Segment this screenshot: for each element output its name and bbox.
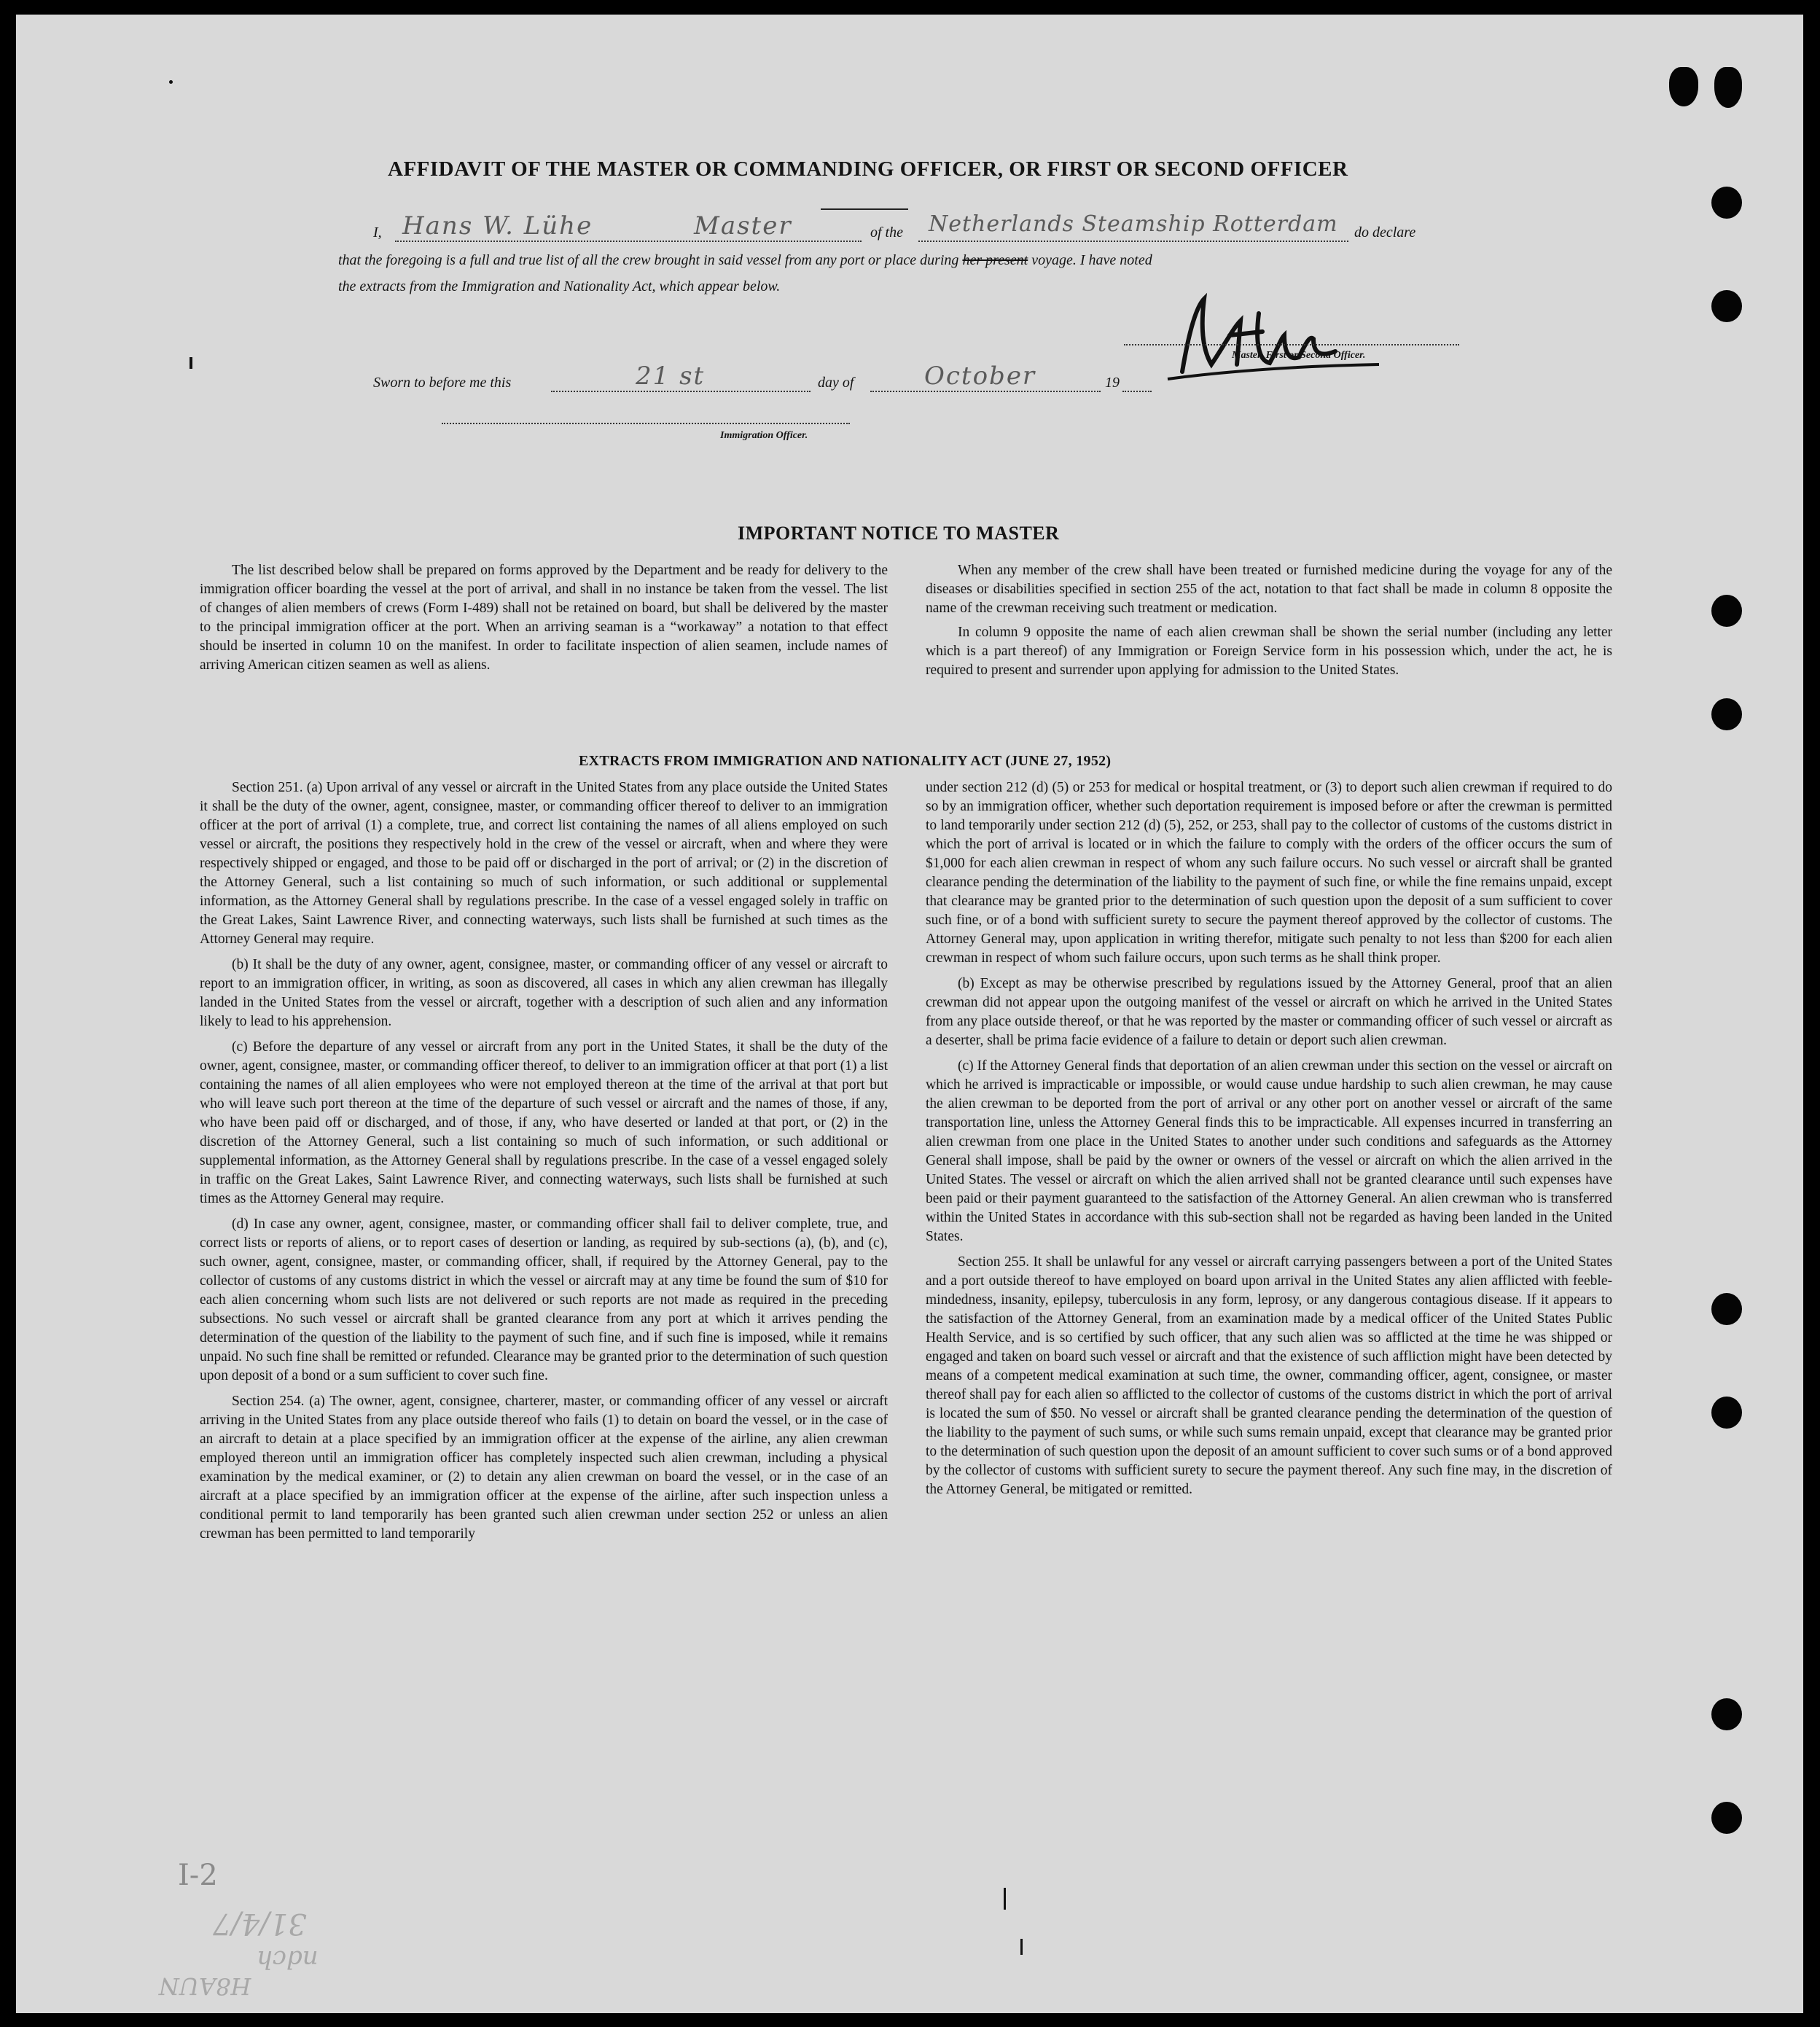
scan-speck: [190, 357, 192, 369]
officer-signature-line: [442, 423, 850, 424]
binder-hole-icon: [1711, 595, 1742, 627]
year-field-line: [1122, 391, 1152, 392]
handwritten-day: 21 st: [636, 362, 706, 391]
handwritten-name: Hans W. Lühe: [402, 211, 593, 241]
master-signature: [1160, 284, 1379, 386]
declaration-line-2-text: that the foregoing is a full and true list of all the crew brought in said vessel from any port or place during: [338, 252, 959, 268]
margin-note: 31/4/7: [213, 1907, 307, 1940]
extracts-right-column: [926, 778, 1612, 1499]
binder-hole-icon: [1711, 290, 1742, 322]
scan-speck: [1004, 1888, 1006, 1910]
title-divider: [821, 208, 908, 210]
declaration-line-2: [338, 252, 1152, 269]
extract-left-paragraph: (b) It shall be the duty of any owner, agent, consignee, master, or commanding officer of any vessel or aircraft to report to an immigration officer, in writing, as soon as discovered, all cases in which any alien crewman has illegally landed in the United States from the vessel or aircraft, together with a description of such alien and any information likely to lead to his apprehension.: [200, 957, 888, 1029]
handwritten-month: October: [924, 362, 1036, 391]
month-field-line: [870, 391, 1101, 392]
declaration-line-2-struck: her present: [962, 252, 1028, 268]
extracts-left-column: [200, 778, 888, 1544]
binder-hole-icon: [1711, 1397, 1742, 1429]
signature-caption: Master, First or Second Officer.: [1232, 350, 1366, 361]
notice-right-column: [926, 561, 1612, 680]
extract-right-paragraph: (b) Except as may be otherwise prescribed by regulations issued by the Attorney General, proof that an alien crewman did not appear upon the outgoing manifest of the vessel or aircraft on which he arrived in the United States from any place outside thereof, or that he was reported by the master or commanding officer of such vessel or aircraft as a deserter, shall be prima facie evidence of a failure to detain or deport such alien crewman.: [926, 976, 1612, 1048]
officer-caption: Immigration Officer.: [720, 430, 808, 441]
extract-right-paragraph: (c) If the Attorney General finds that deportation of an alien crewman under this section on the vessel or aircraft on which he arrived is impracticable or impossible, or would cause undue hardship to such alien crewman, he may cause the alien crewman to be deported from the port of arrival or any other port on another vessel or aircraft of the same transportation line, unless the Attorney General finds this to be impracticable. All expenses incurred in transferring an alien crewman from one place in the United States to another under such conditions and safeguards as the Attorney General shall impose, shall be paid by the owner or owners of the vessel or aircraft on which the alien arrived in the United States. The vessel or aircraft on which the alien arrived shall not be granted clearance until such expenses have been paid or their payment guaranteed to the satisfaction of the Attorney General. An alien crewman who is transferred within the United States in accordance with this sub-section shall not be regarded as having been landed in the United States.: [926, 1058, 1612, 1244]
handwritten-rank: Master: [694, 211, 792, 241]
handwritten-vessel: Netherlands Steamship Rotterdam: [929, 211, 1338, 237]
extract-left-paragraph: Section 254. (a) The owner, agent, consignee, charterer, master, or commanding officer of any vessel or aircraft arriving in the United States from any place outside thereof who fails (1) to detain on board the vessel, or in the case of an aircraft to detain at a place specified by an immigration officer at the expense of the airline, any alien crewman employed thereon until an immigration officer has completely inspected such alien crewman, including a physical examination by the medical examiner, or (2) to detain any alien crewman on board the vessel, or in the case of an aircraft at a place specified by an immigration officer at the expense of the airline, after such inspection unless a conditional permit to land temporarily has been granted such alien crewman under section 252 or unless an alien crewman has been permitted to land temporarily: [200, 1394, 888, 1542]
binder-hole-icon: [1714, 67, 1742, 108]
notice-right-paragraph: In column 9 opposite the name of each alien crewman shall be shown the serial number (including any letter which is a part thereof) of any Immigration or Foreign Service form in his possession which, under the act, he is required to present and surrender upon applying for admission to the United States.: [926, 625, 1612, 678]
extract-left-paragraph: (c) Before the departure of any vessel or aircraft from any port in the United States, it shall be the duty of the owner, agent, consignee, master, or commanding officer thereof, to deliver to an immigration officer at that port (1) a list containing the names of all alien employees who were not employed thereon at the time of the arrival at that port but who will leave such port thereon at the time of the departure of such vessel or aircraft and the names of those, if any, who have been paid off or discharged, and of those, if any, who have deserted or landed at that port, or (2) in the discretion of the Attorney General, such a list containing so much of such information, or such additional or supplemental information, as the Attorney General shall by regulations prescribe. In the case of a vessel engaged solely in traffic on the Great Lakes, Saint Lawrence River, and connecting waterways, such lists shall be furnished at such times as the Attorney General may require.: [200, 1039, 888, 1206]
extract-left-paragraph: (d) In case any owner, agent, consignee, master, or commanding officer shall fail to deliver complete, true, and correct lists or reports of aliens, or to report cases of desertion or landing, as required by sub-sections (a), (b), and (c), such owner, agent, consignee, master, or commanding officer, shall, if required by the Attorney General, pay to the collector of customs of any customs district in which the vessel or aircraft may at any time be found the sum of $10 for each alien concerning whom such lists are not delivered or such reports are not made as required in the preceding subsections. No such vessel or aircraft shall be granted clearance from any port at which it arrives pending the determination of the question of the liability to the payment of such fine, and if such fine is imposed, while it remains unpaid. No such fine shall be remitted or refunded. Clearance may be granted prior to the determination of such question upon deposit of a bond or a sum sufficient to cover such fine.: [200, 1216, 888, 1383]
margin-note: ndch: [257, 1945, 319, 1974]
name-field-line: [395, 241, 862, 242]
binder-hole-icon: [1711, 1698, 1742, 1730]
binder-hole-icon: [1711, 1293, 1742, 1325]
scan-speck: [1020, 1939, 1023, 1955]
form-title: AFFIDAVIT OF THE MASTER OR COMMANDING OFFICER, OR FIRST OR SECOND OFFICER: [388, 157, 1348, 181]
day-field-line: [551, 391, 811, 392]
extract-left-paragraph: Section 251. (a) Upon arrival of any vessel or aircraft in the United States from any place outside the United States it shall be the duty of the owner, agent, consignee, master, or commanding officer thereof to deliver to an immigration officer at the port of arrival (1) a complete, true, and correct list containing the names of all aliens employed on such vessel or aircraft, the positions they respectively hold in the crew of the vessel or aircraft, when and where they were respectively shipped or engaged, and those to be paid off or discharged in the port of arrival; or (2) in the discretion of the Attorney General, such a list containing so much of such information, or such additional or supplemental information, as the Attorney General shall by regulations prescribe. In the case of a vessel engaged solely in traffic on the Great Lakes, Saint Lawrence River, and connecting waterways, such lists shall be furnished at such times as the Attorney General may require.: [200, 780, 888, 947]
declaration-do-declare: do declare: [1354, 224, 1416, 241]
declaration-line-3: the extracts from the Immigration and Nationality Act, which appear below.: [338, 278, 781, 294]
scan-speck: [169, 80, 173, 84]
declaration-line-2-end: voyage. I have noted: [1031, 252, 1152, 268]
extract-right-paragraph: Section 255. It shall be unlawful for any vessel or aircraft carrying passengers between a port of the United States and a port outside thereof to have employed on board upon arrival in the United States any alien afflicted with feeble-mindedness, insanity, epilepsy, tuberculosis in any form, leprosy, or any dangerous contagious disease. If it appears to the satisfaction of the Attorney General, from an examination made by a medical officer of the United States Public Health Service, and is so certified by such officer, that any such alien was so afflicted at the time he was shipped or engaged and taken on board such vessel or aircraft and that the existence of such affliction might have been detected by means of a competent medical examination at such time, the owner, commanding officer, agent, consignee, or master thereof shall pay for each alien so afflicted to the collector of customs of the customs district in which the port of arrival is located the sum of $50. No vessel or aircraft shall be granted clearance pending the determination of the question of the liability to the payment of such sums, or while such sums remain unpaid, except that clearance may be granted prior to the determination of such question upon the deposit of an amount sufficient to cover such sums or of a bond approved by the collector of customs with sufficient surety to secure the payment thereof. Any such fine may, in the discretion of the Attorney General, be mitigated or remitted.: [926, 1254, 1612, 1497]
notice-title: IMPORTANT NOTICE TO MASTER: [738, 523, 1060, 544]
binder-hole-icon: [1711, 698, 1742, 730]
signature-line: [1124, 344, 1459, 345]
notice-right-paragraph: When any member of the crew shall have been treated or furnished medicine during the voyage for any of the diseases or disabilities specified in section 255 of the act, notation to that fact shall be made in column 8 opposite the name of the crewman receiving such treatment or medication.: [926, 563, 1612, 616]
binder-hole-icon: [1669, 67, 1698, 106]
notice-left-column: [200, 561, 888, 675]
extracts-title: EXTRACTS FROM IMMIGRATION AND NATIONALITY ACT (JUNE 27, 1952): [579, 753, 1112, 769]
binder-hole-icon: [1711, 187, 1742, 219]
day-of-label: day of: [818, 375, 854, 391]
declaration-of-the: of the: [870, 224, 903, 241]
document-page: [16, 15, 1803, 2013]
vessel-field-line: [918, 241, 1348, 242]
extract-right-paragraph: under section 212 (d) (5) or 253 for medical or hospital treatment, or (3) to deport such alien crewman if required to do so by an immigration officer, whether such deportation requirement is imposed before or after the crewman is permitted to land temporarily under section 212 (d) (5), 252, or 253, shall pay to the collector of customs of the customs district in which the port of arrival is located or in which the failure to comply with the orders of the officer occurs the sum of $1,000 for each alien crewman in respect of whom any such failure occurs. No such vessel or aircraft shall be granted clearance pending the determination of the liability to the payment of such fine, or while the fine remains unpaid, except that clearance may be granted prior to the determination of such question upon the deposit of a sum sufficient to cover such fine, or of a bond with sufficient surety to secure the payment thereof approved by the collector of customs. The Attorney General may, upon application in writing therefor, mitigate such penalty to not less than $200 for each alien crewman in respect of whom such failure occurs, upon such terms as he shall think proper.: [926, 780, 1612, 966]
declaration-prefix: I,: [373, 224, 382, 241]
notice-left-paragraph: The list described below shall be prepared on forms approved by the Department and be ready for delivery to the immigration officer boarding the vessel at the port of arrival, and shall in no instance be taken from the vessel. The list of changes of alien members of crews (Form I-489) shall not be retained on board, but shall be delivered by the master to the principal immigration officer at the port. When an arriving seaman is a “workaway” a notation to that effect should be inserted in column 10 on the manifest. In order to facilitate inspection of alien seamen, include names of arriving American citizen seamen as well as aliens.: [200, 563, 888, 673]
binder-hole-icon: [1711, 1802, 1742, 1834]
sworn-label: Sworn to before me this: [373, 375, 512, 391]
year-prefix: 19: [1105, 375, 1120, 391]
margin-note: H8AUN: [159, 1972, 251, 2000]
margin-note: I-2: [178, 1859, 218, 1892]
